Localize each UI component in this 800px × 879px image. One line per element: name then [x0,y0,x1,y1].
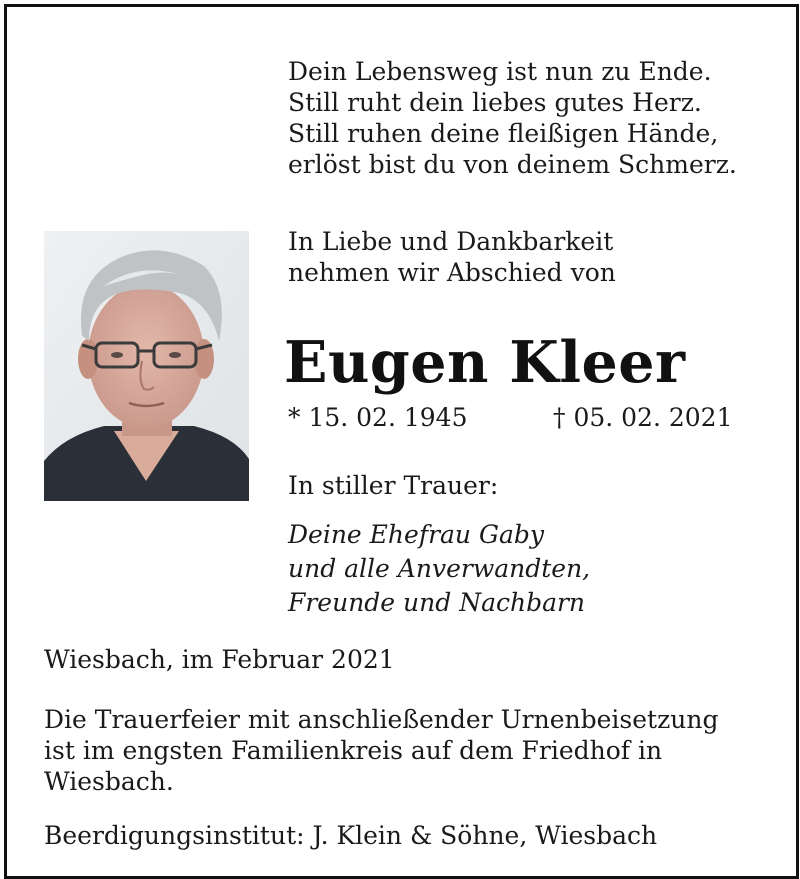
ceremony-line: ist im engsten Familienkreis auf dem Friedhof in [44,736,663,765]
ceremony-line: Wiesbach. [44,767,174,796]
undertaker: Beerdigungsinstitut: J. Klein & Söhne, Wiesbach [44,821,658,850]
poem [288,56,737,180]
intro-line: In Liebe und Dankbarkeit [288,227,614,256]
ceremony-line: Die Trauerfeier mit anschließender Urnenbeisetzung [44,705,719,734]
poem-line: Dein Lebensweg ist nun zu Ende. [288,57,712,86]
mourner-line: Deine Ehefrau Gaby [288,520,544,549]
mourner-line: Freunde und Nachbarn [288,588,586,617]
poem-line: Still ruhen deine fleißigen Hände, [288,119,719,148]
portrait-photo [44,231,249,501]
mourners [288,518,590,620]
poem-line: erlöst bist du von deinem Schmerz. [288,150,737,179]
poem-line: Still ruht dein liebes gutes Herz. [288,88,702,117]
birth-date: * 15. 02. 1945 [288,403,468,432]
ceremony-notice [44,704,718,797]
death-date: † 05. 02. 2021 [553,403,733,432]
mourning-heading: In stiller Trauer: [288,471,499,500]
place-date: Wiesbach, im Februar 2021 [44,645,395,674]
intro-line: nehmen wir Abschied von [288,258,616,287]
intro-text [288,226,616,288]
mourner-line: und alle Anverwandten, [288,554,591,583]
deceased-name: Eugen Kleer [284,329,686,396]
